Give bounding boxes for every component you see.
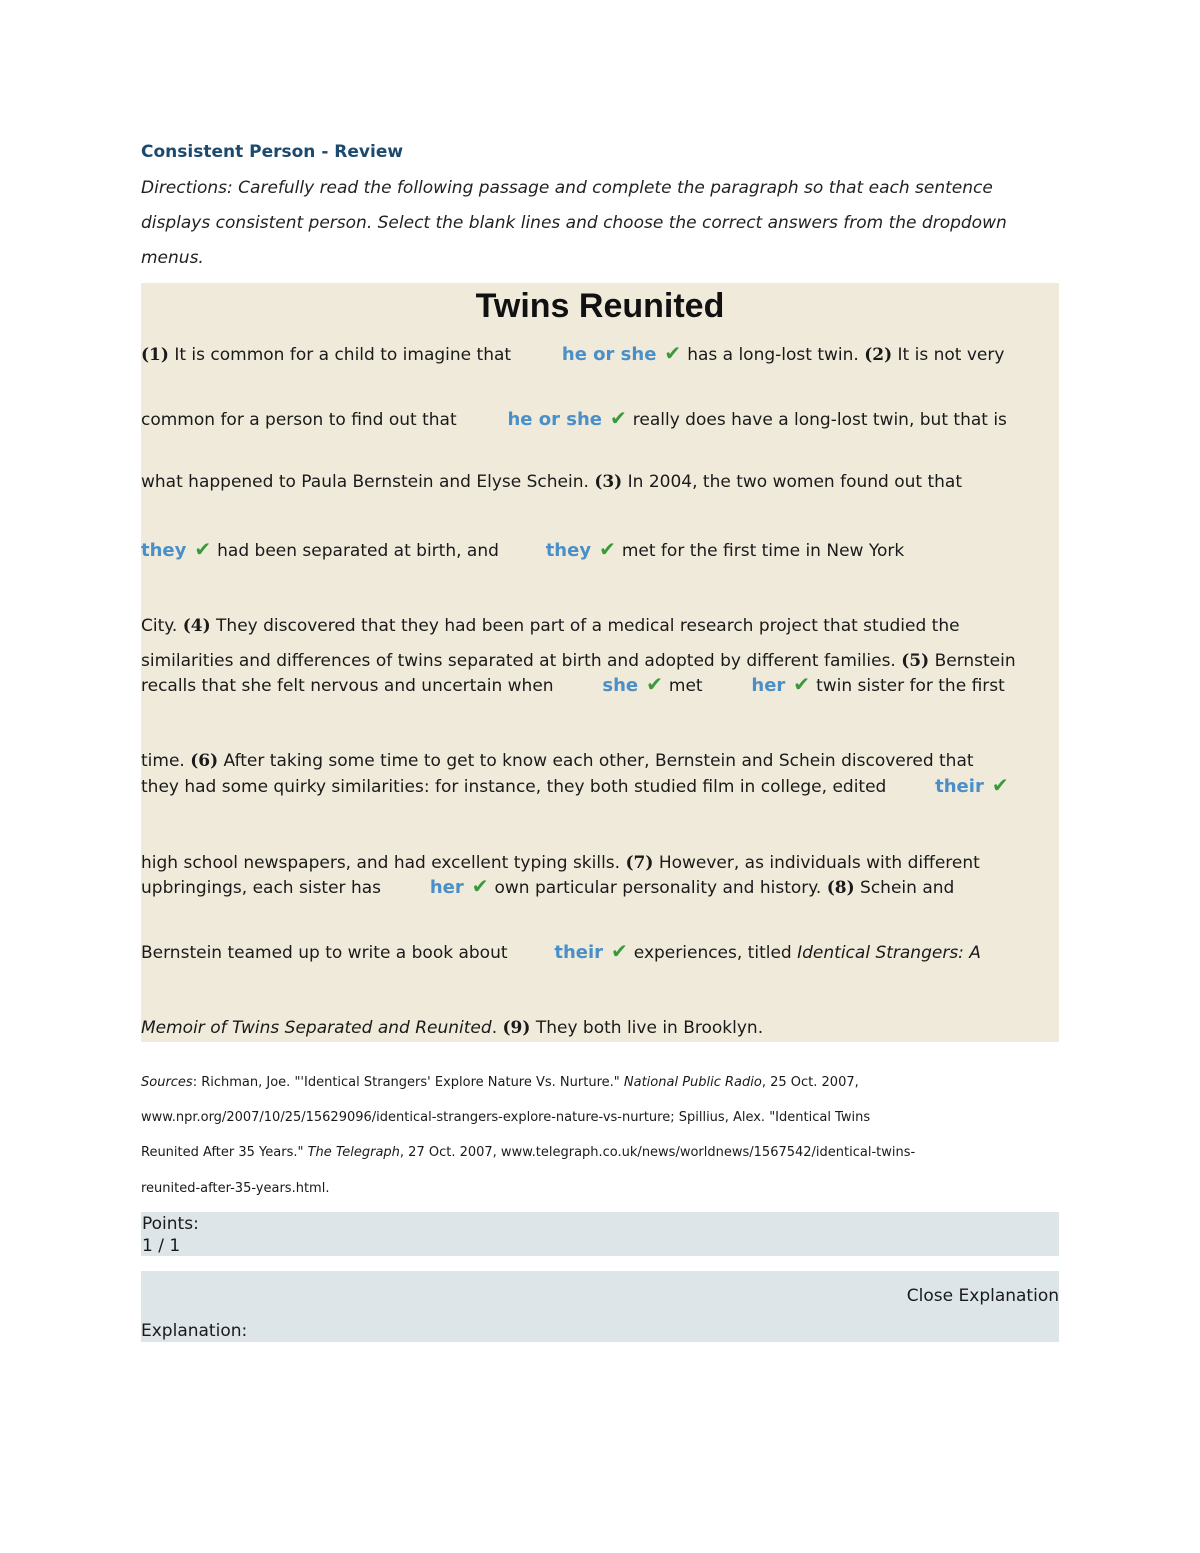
passage-text: It is not very [897, 345, 1005, 365]
passage-text: Schein and [860, 878, 955, 898]
check-icon: ✔ [664, 341, 682, 365]
passage-text: met [668, 676, 703, 696]
passage-line-11 [141, 874, 954, 898]
passage-text: really does have a long-lost twin, but that is [632, 410, 1007, 430]
passage-line-13 [141, 1018, 763, 1038]
sources-line-1 [141, 1075, 859, 1090]
sentence-number: (3) [594, 472, 623, 492]
passage-line-2 [141, 406, 1007, 430]
passage-text: They both live in Brooklyn. [535, 1018, 764, 1038]
passage-text: has a long-lost twin. [687, 345, 859, 365]
passage-line-7 [141, 672, 1005, 696]
passage-text: It is common for a child to imagine that [174, 345, 512, 365]
passage-line-8 [141, 751, 974, 771]
source-publication: National Public Radio [623, 1075, 762, 1090]
passage-text: what happened to Paula Bernstein and Elyse Schein. [141, 472, 589, 492]
passage-title: Twins Reunited [475, 287, 725, 325]
passage-text: After taking some time to get to know each other, Bernstein and Schein discovered that [223, 751, 974, 771]
passage-text: similarities and differences of twins separated at birth and adopted by different families. [141, 651, 896, 671]
explanation-label: Explanation: [141, 1321, 248, 1341]
passage-text: experiences, titled [633, 943, 792, 963]
answer-dropdown-8[interactable]: her [429, 877, 464, 898]
passage-text: time. [141, 751, 185, 771]
sentence-number: (4) [182, 616, 211, 636]
passage-line-12 [141, 939, 981, 963]
answer-dropdown-5[interactable]: she [602, 675, 639, 696]
passage-text: high school newspapers, and had excellent typing skills. [141, 853, 621, 873]
check-icon: ✔ [991, 773, 1009, 797]
passage-text: They discovered that they had been part of a medical research project that studied the [216, 616, 960, 636]
book-title: Memoir of Twins Separated and Reunited [141, 1018, 492, 1038]
source-text: : Richman, Joe. "'Identical Strangers' Explore Nature Vs. Nurture." [192, 1075, 620, 1090]
passage-line-5 [141, 616, 960, 636]
check-icon: ✔ [194, 537, 212, 561]
source-publication: The Telegraph [307, 1145, 400, 1160]
source-text: , 25 Oct. 2007, [761, 1075, 859, 1090]
directions-line-1: Directions: Carefully read the following passage and complete the paragraph so that each sentence [141, 178, 993, 198]
book-title: Identical Strangers: A [797, 943, 981, 963]
sentence-number: (2) [864, 345, 893, 365]
passage-line-6 [141, 651, 1016, 671]
answer-dropdown-2[interactable]: he or she [507, 409, 602, 430]
answer-dropdown-1[interactable]: he or she [561, 344, 657, 365]
sentence-number: (7) [625, 853, 654, 873]
sources-line-2: www.npr.org/2007/10/25/15629096/identical-strangers-explore-nature-vs-nurture; Spillius, Alex. "Identical Twins [141, 1110, 871, 1125]
passage-text: met for the first time in New York [621, 541, 905, 561]
passage-text: had been separated at birth, and [217, 541, 499, 561]
passage-text: they had some quirky similarities: for instance, they both studied film in college, edited [141, 777, 887, 797]
sentence-number: (1) [141, 345, 169, 365]
check-icon: ✔ [599, 537, 616, 561]
passage-text: recalls that she felt nervous and uncertain when [141, 676, 554, 696]
source-text: , 27 Oct. 2007, www.telegraph.co.uk/news/worldnews/1567542/identical-twins- [399, 1145, 916, 1160]
sentence-number: (8) [826, 878, 855, 898]
answer-dropdown-9[interactable]: their [554, 942, 604, 963]
passage-text: However, as individuals with different [658, 853, 980, 873]
sources-label: Sources [141, 1075, 193, 1090]
passage-text: . [491, 1018, 498, 1038]
check-icon: ✔ [611, 939, 628, 963]
sentence-number: (9) [502, 1018, 531, 1038]
directions-line-2: displays consistent person. Select the blank lines and choose the correct answers from the dropdown [141, 213, 1007, 233]
answer-dropdown-3[interactable]: they [141, 540, 187, 561]
passage-text: twin sister for the first [816, 676, 1005, 696]
passage-text: In 2004, the two women found out that [627, 472, 962, 492]
page-title: Consistent Person - Review [141, 142, 404, 162]
passage-panel [141, 283, 1059, 1042]
passage-text: Bernstein teamed up to write a book about [141, 943, 508, 963]
source-text: Reunited After 35 Years." [141, 1145, 304, 1160]
points-label: Points: [142, 1214, 199, 1234]
points-panel [141, 1212, 1059, 1256]
points-value: 1 / 1 [142, 1236, 181, 1256]
passage-line-3 [141, 472, 962, 492]
check-icon: ✔ [471, 874, 489, 898]
passage-line-1 [141, 341, 1004, 365]
explanation-panel [141, 1271, 1059, 1342]
passage-text: own particular personality and history. [494, 878, 822, 898]
passage-text: upbringings, each sister has [141, 878, 381, 898]
close-explanation-button[interactable]: Close Explanation [906, 1286, 1059, 1306]
answer-dropdown-7[interactable]: their [935, 776, 984, 797]
passage-line-9 [141, 773, 1015, 797]
answer-dropdown-4[interactable]: they [545, 540, 592, 561]
directions-line-3: menus. [141, 248, 204, 268]
answer-dropdown-6[interactable]: her [751, 675, 786, 696]
passage-line-4 [141, 537, 904, 561]
passage-text: common for a person to find out that [141, 410, 457, 430]
passage-text: City. [141, 616, 178, 636]
passage-line-10 [141, 853, 980, 873]
check-icon: ✔ [646, 672, 663, 696]
sources-line-3 [141, 1145, 915, 1160]
check-icon: ✔ [610, 406, 627, 430]
sentence-number: (6) [190, 751, 219, 771]
sentence-number: (5) [901, 651, 930, 671]
sources-line-4: reunited-after-35-years.html. [141, 1181, 330, 1196]
passage-text: Bernstein [934, 651, 1016, 671]
check-icon: ✔ [793, 672, 811, 696]
